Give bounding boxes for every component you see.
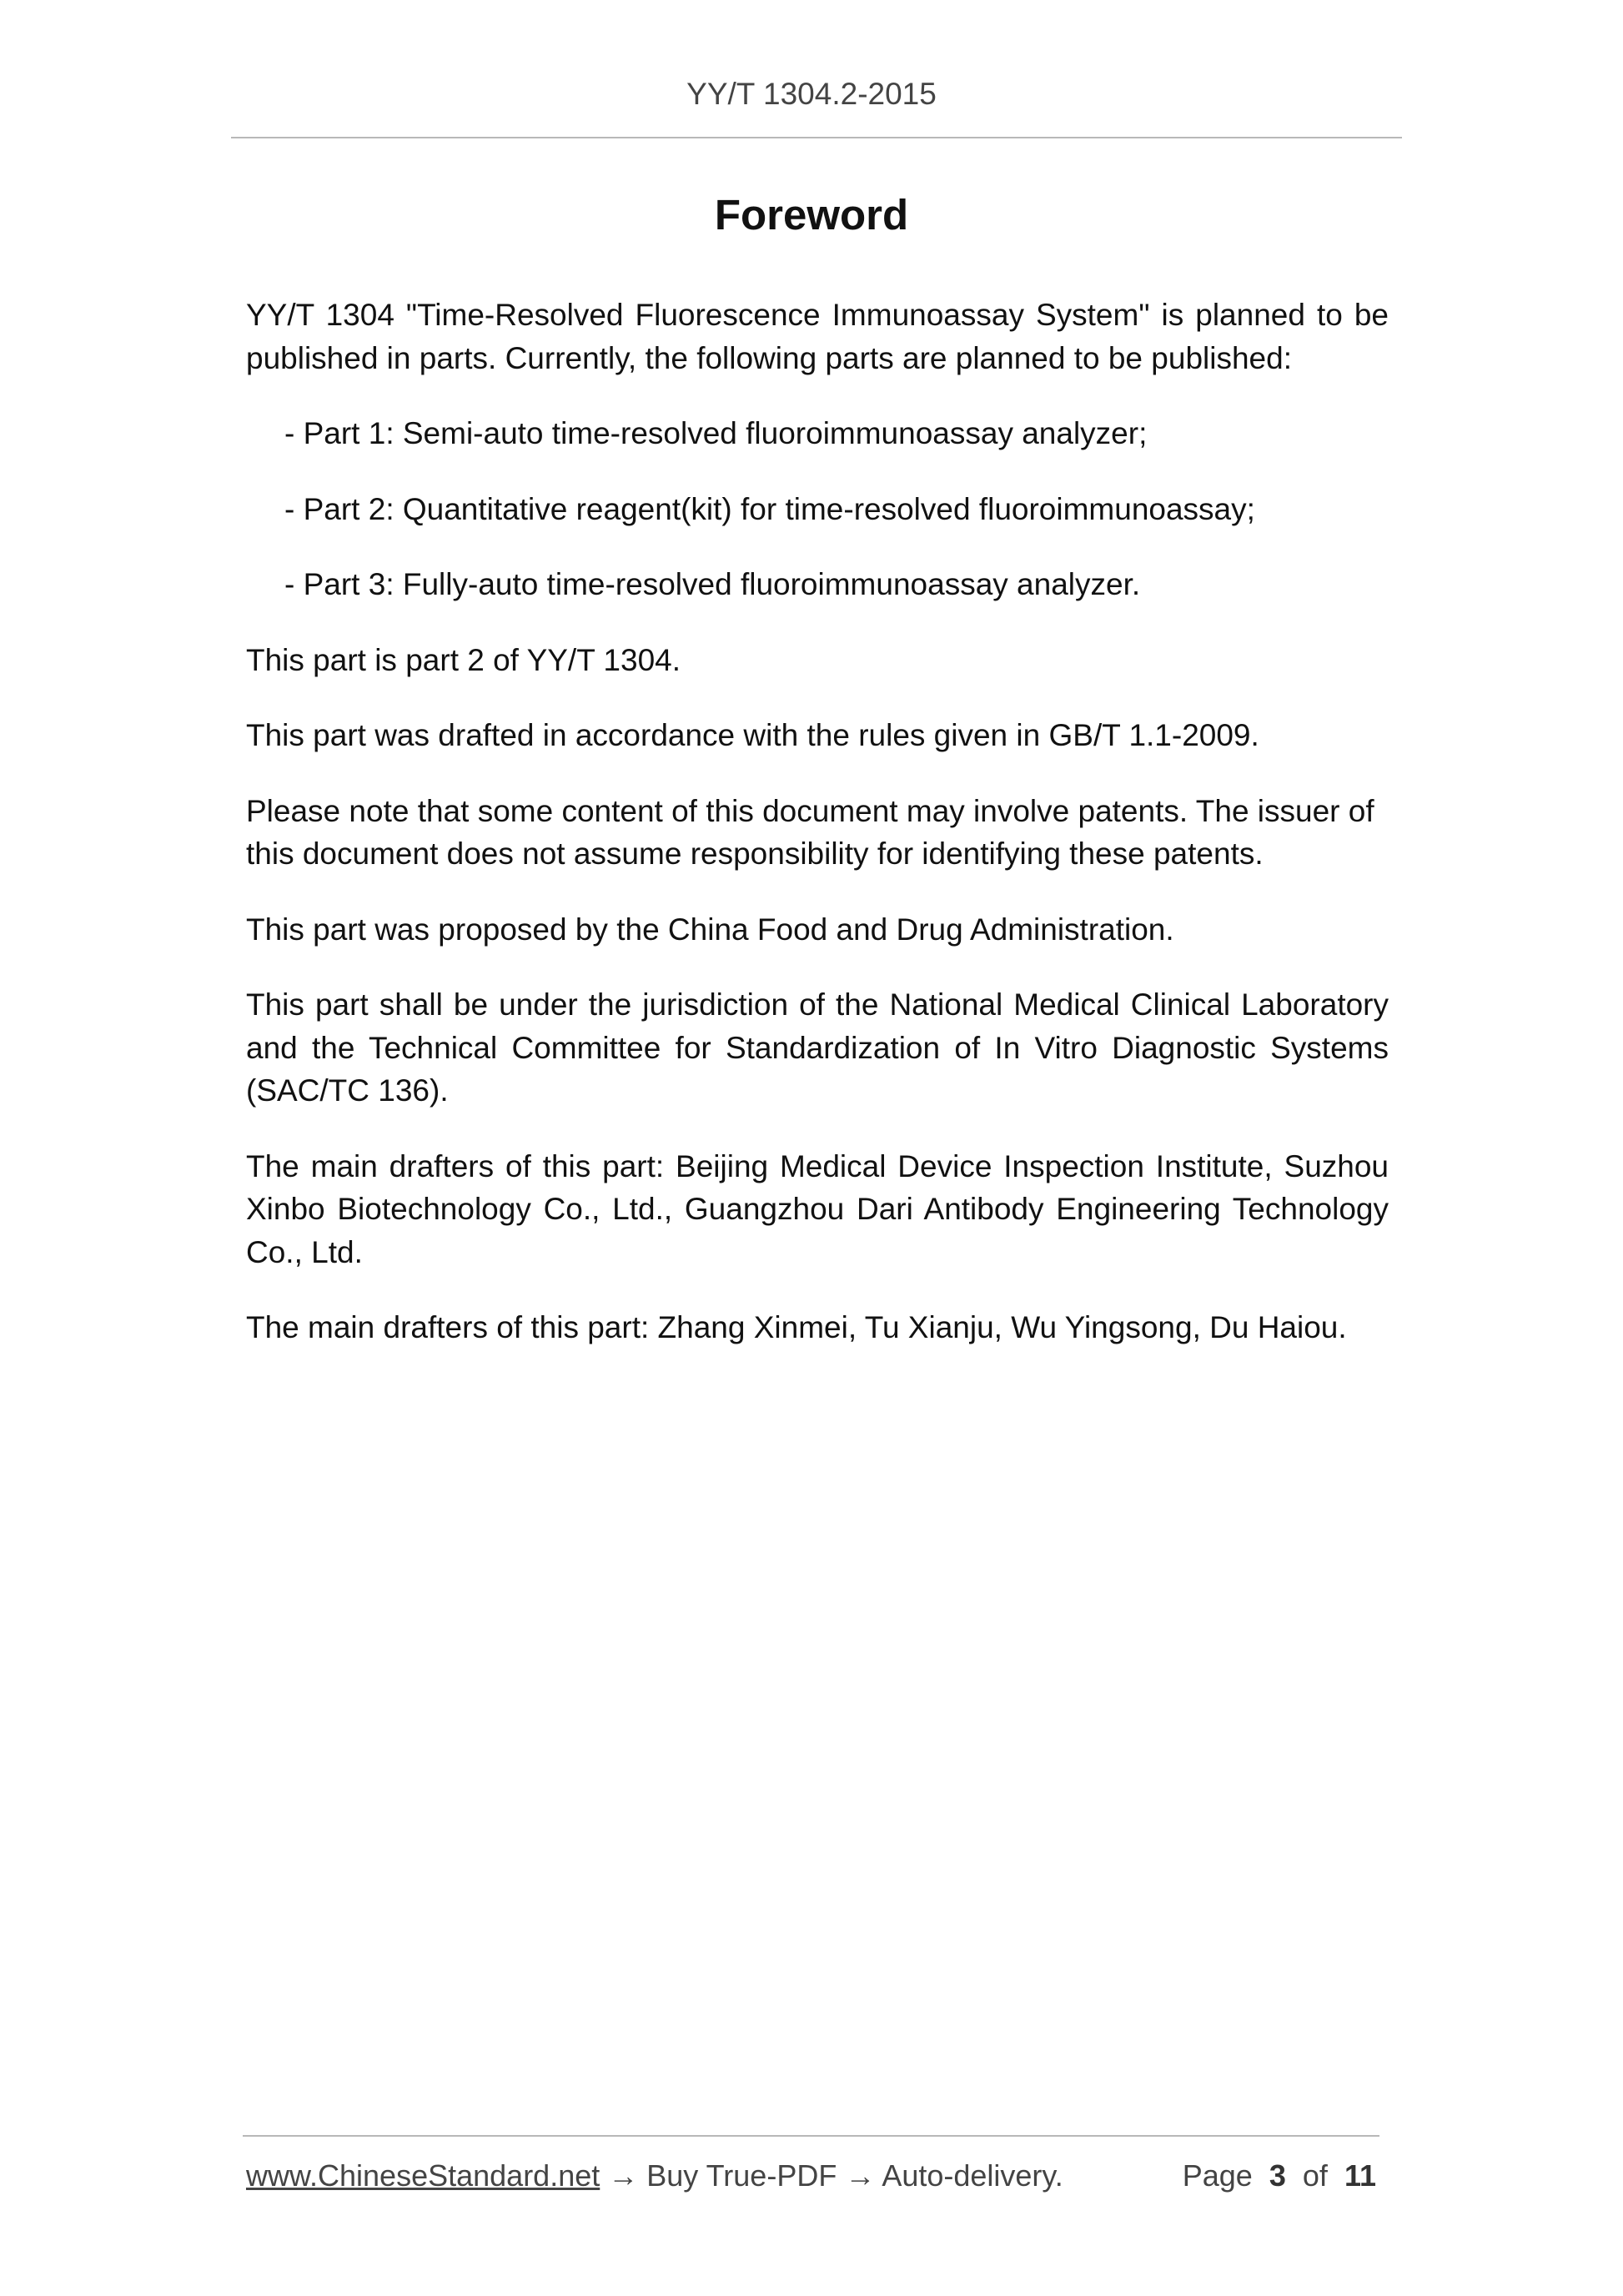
- document-body: [246, 294, 1389, 1382]
- running-header: YY/T 1304.2-2015: [686, 77, 937, 111]
- footer-promo-text: → Buy True-PDF → Auto-delivery.: [600, 2158, 1063, 2193]
- list-item: - Part 3: Fully-auto time-resolved fluoroimmunoassay analyzer.: [284, 567, 1141, 601]
- header-divider: [231, 137, 1402, 138]
- intro-paragraph: YY/T 1304 "Time-Resolved Fluorescence Immunoassay System" is planned to be published in parts. Currently, the following parts are planned to be published:: [246, 298, 1389, 375]
- patent-note-paragraph: Please note that some content of this document may involve patents. The issuer of this document does not assume responsibility for identifying these patents.: [246, 793, 1374, 871]
- page-indicator: [1183, 2158, 1376, 2193]
- drafting-units-paragraph: The main drafters of this part: Beijing Medical Device Inspection Institute, Suzhou Xinbo Biotechnology Co., Ltd., Guangzhou Dari Antibody Engineering Technology Co., Ltd.: [246, 1148, 1389, 1269]
- drafting-rules-paragraph: This part was drafted in accordance with the rules given in GB/T 1.1-2009.: [246, 718, 1259, 752]
- list-item: - Part 1: Semi-auto time-resolved fluoroimmunoassay analyzer;: [284, 416, 1148, 450]
- proposed-by-paragraph: This part was proposed by the China Food and Drug Administration.: [246, 912, 1174, 947]
- website-link[interactable]: www.ChineseStandard.net: [246, 2158, 600, 2193]
- list-item: - Part 2: Quantitative reagent(kit) for time-resolved fluoroimmunoassay;: [284, 491, 1255, 526]
- jurisdiction-paragraph: This part shall be under the jurisdiction of the National Medical Clinical Laboratory and the Technical Committee for Standardization of In Vitro Diagnostic Systems (SAC/TC 136).: [246, 987, 1389, 1108]
- page-total: 11: [1344, 2158, 1376, 2193]
- part-statement: This part is part 2 of YY/T 1304.: [246, 642, 681, 677]
- drafters-paragraph: The main drafters of this part: Zhang Xinmei, Tu Xianju, Wu Yingsong, Du Haiou.: [246, 1310, 1347, 1344]
- page-title: Foreword: [714, 191, 909, 239]
- footer-promo: [246, 2158, 1063, 2193]
- page-label: Page: [1182, 2158, 1253, 2193]
- page-of-label: of: [1302, 2158, 1328, 2193]
- page-current: 3: [1269, 2158, 1286, 2193]
- footer-divider: [243, 2135, 1379, 2137]
